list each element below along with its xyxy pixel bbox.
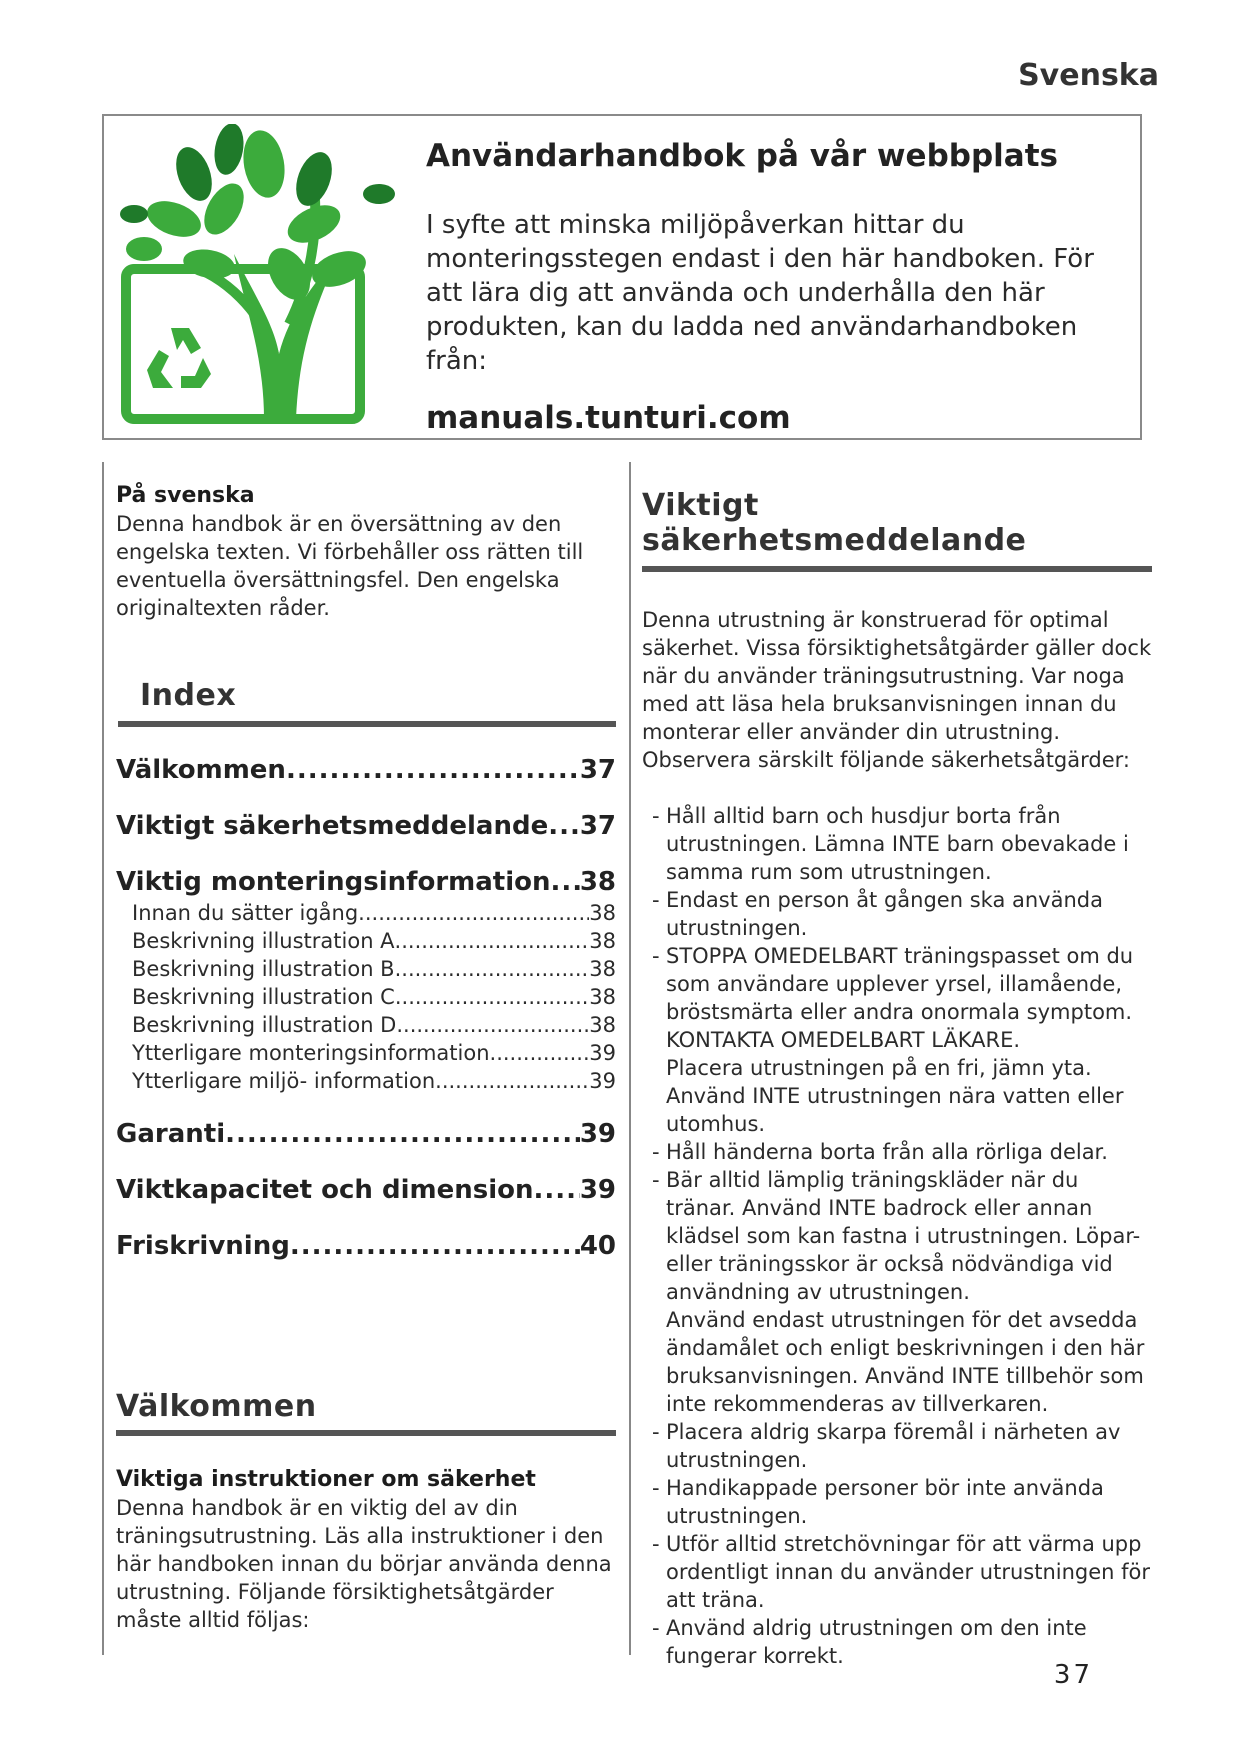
toc-label: Beskrivning illustration A	[132, 929, 395, 953]
toc-page: 39	[589, 1041, 616, 1065]
toc-page: 37	[579, 755, 616, 785]
toc-label: Garanti	[116, 1119, 226, 1149]
toc-label: Beskrivning illustration B	[132, 957, 395, 981]
safety-text: Denna handbok är en viktig del av din träningsutrustning. Läs alla instruktioner i den här handboken innan du börjar använda denna utrustning. Följande försiktighetsåtgärder måste alltid följas:	[116, 1496, 612, 1632]
toc	[116, 753, 616, 1263]
safety-subheading: Viktiga instruktioner om säkerhet	[116, 1467, 536, 1492]
toc-entry[interactable]	[116, 865, 616, 899]
safety-list	[642, 802, 1152, 1670]
toc-label: Ytterligare monteringsinformation	[132, 1041, 490, 1065]
eco-tree-icon	[114, 124, 404, 432]
toc-entry[interactable]	[116, 753, 616, 787]
toc-page: 38	[589, 1013, 616, 1037]
list-item: - Utför alltid stretchövningar för att värma upp ordentligt innan du använder utrustningen för att träna.	[656, 1530, 1152, 1614]
list-item: - Håll alltid barn och husdjur borta från utrustningen. Lämna INTE barn obevakade i samma rum som utrustningen.	[656, 802, 1152, 886]
list-item: - Bär alltid lämplig träningskläder när du tränar. Använd INTE badrock eller annan klädsel som kan fastna i utrustningen. Löpar- eller träningsskor är också nödvändiga vid användning av utrustningen.	[656, 1166, 1152, 1306]
toc-page: 39	[579, 1175, 616, 1205]
toc-label: Viktigt säkerhetsmeddelande	[116, 811, 549, 841]
toc-subentry[interactable]	[116, 927, 616, 955]
column-divider-middle	[629, 462, 631, 1655]
toc-label: Välkommen	[116, 755, 286, 785]
language-label: Svenska	[1018, 58, 1159, 93]
toc-label: Beskrivning illustration C	[132, 985, 395, 1009]
toc-page: 38	[589, 901, 616, 925]
safety-notice-rule	[642, 566, 1152, 572]
toc-label: Viktkapacitet och dimension	[116, 1175, 534, 1205]
banner-text: I syfte att minska miljöpåverkan hittar du monteringsstegen endast i den här handboken. För att lära dig att använda och underhålla den här produkten, kan du ladda ned användarhandboken från:	[426, 210, 1094, 376]
toc-page: 40	[579, 1231, 616, 1261]
toc-page: 38	[589, 957, 616, 981]
recycle-icon	[147, 328, 211, 388]
column-divider-left	[102, 462, 104, 1655]
toc-label: Friskrivning	[116, 1231, 290, 1261]
manual-url-link[interactable]: manuals.tunturi.com	[426, 400, 791, 436]
toc-label: Ytterligare miljö- information	[132, 1069, 436, 1093]
toc-subentry[interactable]	[116, 1039, 616, 1067]
index-heading: Index	[140, 678, 237, 713]
toc-page: 38	[589, 929, 616, 953]
toc-page: 38	[589, 985, 616, 1009]
page-number: 37	[1053, 1660, 1093, 1690]
safety-notice-intro: Denna utrustning är konstruerad för optimal säkerhet. Vissa försiktighetsåtgärder gäller dock när du använder träningsutrustning. Var noga med att läsa hela bruksanvisningen innan du monterar eller använder din utrustning. Observera särskilt följande säkerhetsåtgärder:	[642, 608, 1152, 772]
toc-page: 38	[579, 867, 616, 897]
welcome-rule	[116, 1430, 616, 1436]
list-item: - Endast en person åt gången ska använda utrustningen.	[656, 886, 1152, 942]
index-rule	[118, 721, 616, 727]
toc-page: 39	[589, 1069, 616, 1093]
safety-notice-heading: Viktigt säkerhetsmeddelande	[642, 488, 1027, 558]
website-manual-banner	[102, 114, 1142, 440]
list-item: - Håll händerna borta från alla rörliga delar.	[656, 1138, 1152, 1166]
toc-subentry[interactable]	[116, 899, 616, 927]
toc-entry[interactable]	[116, 1173, 616, 1207]
welcome-heading: Välkommen	[116, 1389, 317, 1424]
toc-subentry[interactable]	[116, 955, 616, 983]
list-item: Använd endast utrustningen för det avsedda ändamålet och enligt beskrivningen i den här bruksanvisningen. Använd INTE tillbehör som inte rekommenderas av tillverkaren.	[666, 1308, 1145, 1416]
right-column	[642, 470, 1152, 1670]
list-item: - Placera aldrig skarpa föremål i närheten av utrustningen.	[656, 1418, 1152, 1474]
left-column	[116, 470, 616, 1634]
toc-entry[interactable]	[116, 1117, 616, 1151]
list-item: - Använd aldrig utrustningen om den inte fungerar korrekt.	[656, 1614, 1152, 1670]
toc-subentry[interactable]	[116, 1011, 616, 1039]
intro-text: Denna handbok är en översättning av den engelska texten. Vi förbehåller oss rätten till eventuella översättningsfel. Den engelska originaltexten råder.	[116, 512, 584, 620]
toc-label: Innan du sätter igång	[132, 901, 359, 925]
banner-title: Användarhandbok på vår webbplats	[426, 138, 1058, 174]
toc-label: Beskrivning illustration D	[132, 1013, 397, 1037]
list-item: - STOPPA OMEDELBART träningspasset om du som användare upplever yrsel, illamående, bröstsmärta eller andra onormala symptom. KONTAKTA OMEDELBART LÄKARE.	[656, 942, 1152, 1054]
toc-subentry[interactable]	[116, 1067, 616, 1095]
toc-page: 39	[579, 1119, 616, 1149]
list-item: - Handikappade personer bör inte använda utrustningen.	[656, 1474, 1152, 1530]
toc-subentry[interactable]	[116, 983, 616, 1011]
toc-entry[interactable]	[116, 1229, 616, 1263]
toc-page: 37	[579, 811, 616, 841]
intro-heading: På svenska	[116, 483, 255, 508]
toc-entry[interactable]	[116, 809, 616, 843]
list-item: Placera utrustningen på en fri, jämn yta. Använd INTE utrustningen nära vatten eller utomhus.	[666, 1056, 1124, 1136]
toc-label: Viktig monteringsinformation	[116, 867, 551, 897]
